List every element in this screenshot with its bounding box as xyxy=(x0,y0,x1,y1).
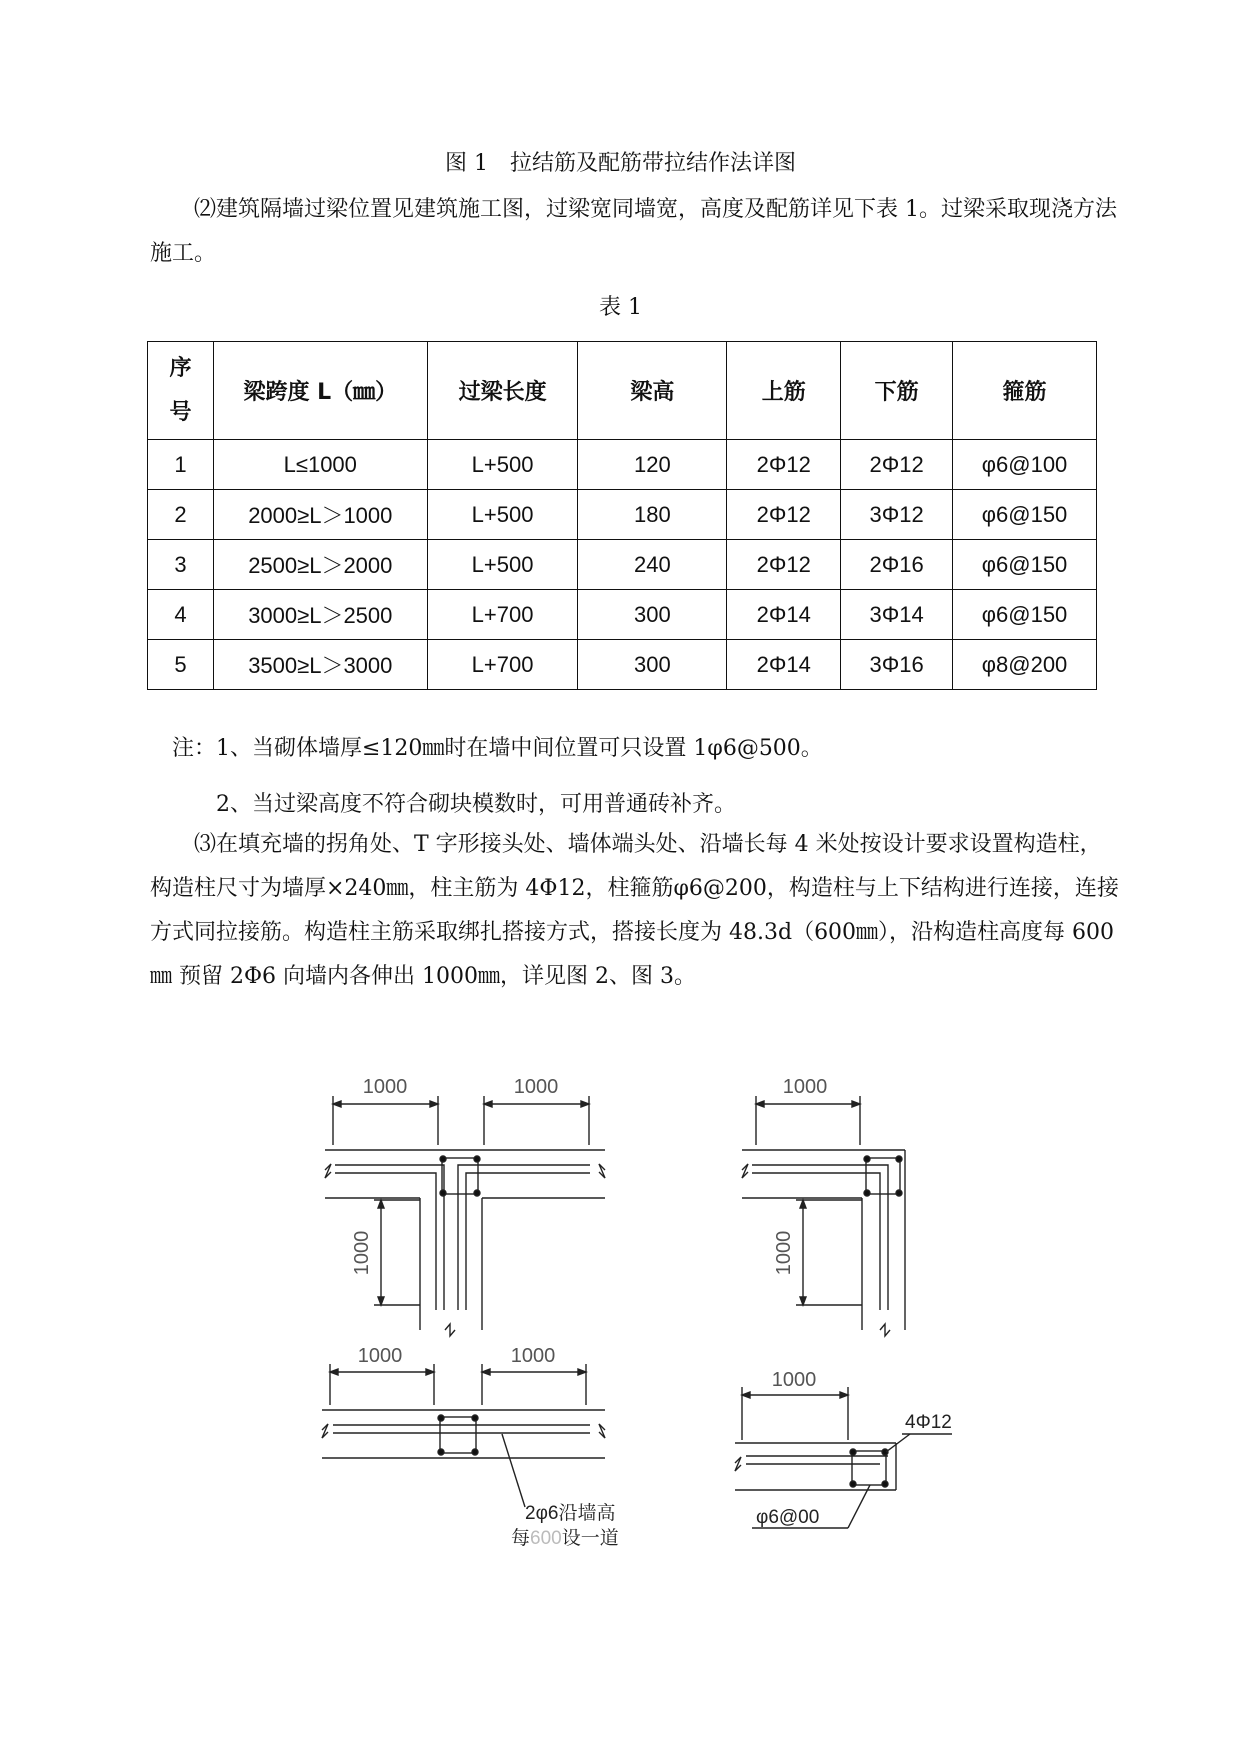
table-cell: L+500 xyxy=(427,490,578,540)
table-cell: L+700 xyxy=(427,590,578,640)
paragraph-lintel-text: ⑵建筑隔墙过梁位置见建筑施工图，过梁宽同墙宽，高度及配筋详见下表 1。过梁采取现浇方法施工。 xyxy=(150,197,1117,266)
table-cell: 2Φ12 xyxy=(727,490,841,540)
table-cell: 300 xyxy=(578,640,727,690)
dim-label: 1000 xyxy=(513,1076,559,1098)
table-cell: φ6@150 xyxy=(953,490,1097,540)
dim-label: 1000 xyxy=(351,1230,373,1276)
header-top-bar: 上筋 xyxy=(727,342,841,440)
table-cell: 2Φ14 xyxy=(727,640,841,690)
dim-label: 1000 xyxy=(782,1076,828,1098)
table-cell: 5 xyxy=(148,640,214,690)
header-beam-height: 梁高 xyxy=(578,342,727,440)
lintel-table xyxy=(147,341,1097,690)
paragraph-lintel xyxy=(150,188,1120,276)
t-junction-detail xyxy=(325,1076,605,1336)
corner-detail xyxy=(742,1076,905,1336)
tie-label-part: 设一道 xyxy=(561,1528,619,1549)
table-cell: L+500 xyxy=(427,540,578,590)
table-cell: φ6@150 xyxy=(953,590,1097,640)
table-row xyxy=(148,440,1097,490)
table-cell: 1 xyxy=(148,440,214,490)
table-cell: L+700 xyxy=(427,640,578,690)
table-cell: 3Φ14 xyxy=(841,590,953,640)
table-cell: 3Φ12 xyxy=(841,490,953,540)
header-span: 梁跨度 L（㎜） xyxy=(213,342,427,440)
straight-wall-detail xyxy=(322,1345,619,1549)
dim-label: 1000 xyxy=(773,1230,795,1276)
header-bottom-bar: 下筋 xyxy=(841,342,953,440)
paragraph-constructional-column xyxy=(150,823,1120,999)
header-index xyxy=(148,342,214,440)
tie-label-part: 每 xyxy=(511,1528,531,1549)
dim-label: 1000 xyxy=(771,1369,817,1391)
paragraph-column-text: ⑶在填充墙的拐角处、T 字形接头处、墙体端头处、沿墙长每 4 米处按设计要求设置构造柱，构造柱尺寸为墙厚×240㎜，柱主筋为 4Φ12，柱箍筋φ6@200，构造柱与上下结构进行连接，连接方式同拉接筋。构造柱主筋采取绑扎搭接方式，搭接长度为 48.3d（600㎜），沿构造柱高度每 600㎜ 预留 2Φ6 向墙内各伸出 1000㎜，详见图 2、图 3。 xyxy=(150,832,1119,989)
table-cell: 300 xyxy=(578,590,727,640)
note-1: 注：1、当砌体墙厚≤120㎜时在墙中间位置可只设置 1φ6@500。 xyxy=(172,736,823,761)
tie-label-part: 600 xyxy=(530,1528,562,1549)
table-header-row xyxy=(148,342,1097,440)
tie-bar-label-line1: 2φ6沿墙高 xyxy=(525,1503,616,1524)
table-row xyxy=(148,590,1097,640)
table-row xyxy=(148,640,1097,690)
stirrup-label: φ6@00 xyxy=(756,1507,820,1528)
dim-label: 1000 xyxy=(357,1345,403,1367)
table-cell: 3000≥L＞2500 xyxy=(213,590,427,640)
main-bar-label: 4Φ12 xyxy=(905,1412,952,1433)
wall-end-detail xyxy=(735,1369,952,1528)
table-cell: 4 xyxy=(148,590,214,640)
header-lintel-length: 过梁长度 xyxy=(427,342,578,440)
table-cell: L+500 xyxy=(427,440,578,490)
table-cell: 2 xyxy=(148,490,214,540)
table-cell: φ6@100 xyxy=(953,440,1097,490)
figure-1-caption: 图 1 拉结筋及配筋带拉结作法详图 xyxy=(445,151,796,176)
table-1-caption: 表 1 xyxy=(599,295,642,320)
header-stirrup: 箍筋 xyxy=(953,342,1097,440)
table-cell: 2Φ12 xyxy=(727,540,841,590)
table-cell: 180 xyxy=(578,490,727,540)
note-2: 2、当过梁高度不符合砌块模数时，可用普通砖补齐。 xyxy=(216,792,736,817)
table-cell: L≤1000 xyxy=(213,440,427,490)
tie-bar-label-line2 xyxy=(511,1527,619,1549)
table-cell: 240 xyxy=(578,540,727,590)
table-cell: 3Φ16 xyxy=(841,640,953,690)
table-cell: φ6@150 xyxy=(953,540,1097,590)
table-cell: 3 xyxy=(148,540,214,590)
table-cell: φ8@200 xyxy=(953,640,1097,690)
table-cell: 2500≥L＞2000 xyxy=(213,540,427,590)
dim-label: 1000 xyxy=(510,1345,556,1367)
table-cell: 2Φ16 xyxy=(841,540,953,590)
constructional-column-drawing xyxy=(0,1060,1241,1560)
table-row xyxy=(148,540,1097,590)
table-row xyxy=(148,490,1097,540)
dim-label: 1000 xyxy=(362,1076,408,1098)
table-cell: 3500≥L＞3000 xyxy=(213,640,427,690)
table-cell: 2000≥L＞1000 xyxy=(213,490,427,540)
table-cell: 2Φ12 xyxy=(841,440,953,490)
header-index-text: 序号 xyxy=(169,355,192,425)
table-cell: 2Φ14 xyxy=(727,590,841,640)
table-cell: 2Φ12 xyxy=(727,440,841,490)
table-cell: 120 xyxy=(578,440,727,490)
